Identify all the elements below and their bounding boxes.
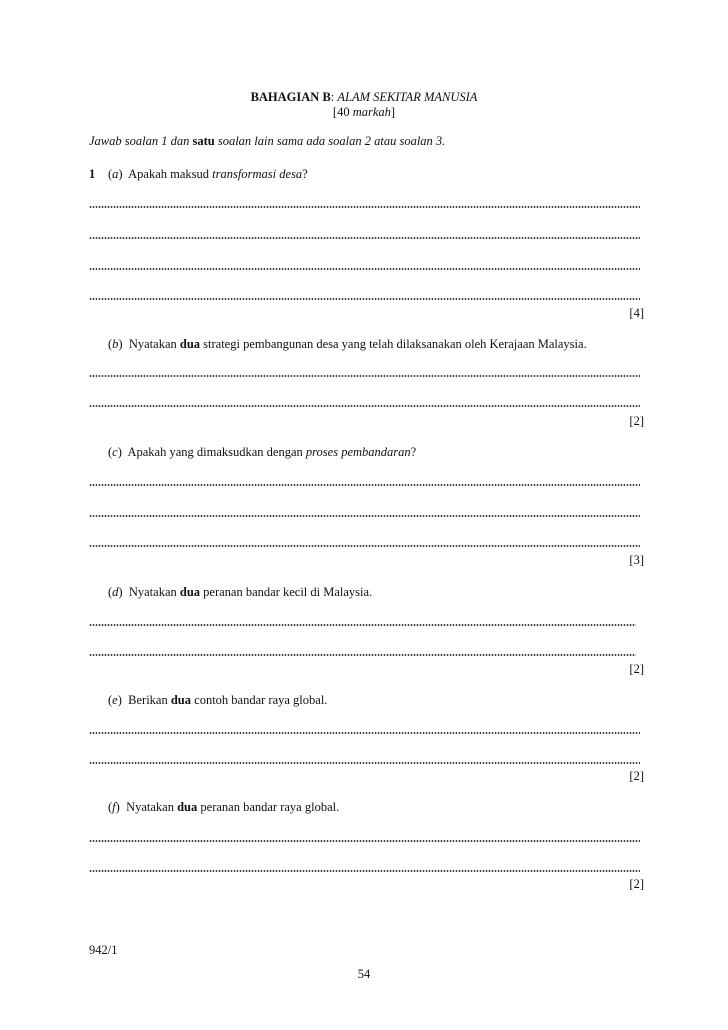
part-label: f	[112, 800, 116, 814]
part-marks: [2]	[629, 662, 644, 676]
question-part-f	[108, 799, 339, 815]
part-text-italic: proses pembandaran	[305, 445, 411, 459]
part-label: c	[112, 445, 118, 459]
answer-line[interactable]	[89, 545, 640, 547]
part-text-bold: dua	[179, 585, 201, 599]
part-label: d	[112, 585, 119, 599]
answer-line[interactable]	[89, 484, 640, 486]
part-text-italic: transformasi desa	[212, 167, 303, 181]
instruction-part2: soalan lain sama ada soalan 2 atau soalan 3.	[214, 134, 446, 148]
instruction-text	[89, 133, 445, 149]
part-label-close: )	[117, 445, 122, 459]
section-title: ALAM SEKITAR MANUSIA	[337, 90, 478, 104]
page-number: 54	[357, 967, 371, 981]
part-label-close: )	[118, 337, 123, 351]
part-label-open: (	[108, 167, 113, 181]
part-text-pre: Nyatakan	[128, 337, 180, 351]
part-label-close: )	[118, 167, 123, 181]
question-part-c	[108, 444, 416, 460]
question-part-d	[108, 584, 372, 600]
part-label-open: (	[108, 445, 113, 459]
part-text-pre: Nyatakan	[126, 800, 178, 814]
section-separator: :	[330, 90, 338, 104]
part-text-pre: Apakah maksud	[128, 167, 213, 181]
question-part-e	[108, 692, 327, 708]
answer-line[interactable]	[89, 405, 640, 407]
answer-line[interactable]	[89, 375, 640, 377]
part-text-post: ?	[302, 167, 308, 181]
part-label-open: (	[108, 337, 113, 351]
part-label: b	[112, 337, 119, 351]
part-label-open: (	[108, 800, 113, 814]
part-marks: [3]	[629, 553, 644, 567]
part-text-post: peranan bandar kecil di Malaysia.	[200, 585, 373, 599]
part-text-post: strategi pembangunan desa yang telah dilaksanakan oleh Kerajaan Malaysia.	[200, 337, 587, 351]
part-text-post: ?	[410, 445, 417, 459]
answer-line[interactable]	[89, 624, 636, 626]
paper-code: 942/1	[89, 943, 118, 957]
part-label-close: )	[118, 585, 123, 599]
instruction-part1: Jawab soalan 1 dan	[89, 134, 193, 148]
marks-open: [40	[332, 105, 353, 119]
question-number	[89, 166, 95, 182]
part-label-close: )	[115, 800, 120, 814]
question-part-a	[108, 166, 308, 182]
question-number-value: 1	[89, 167, 96, 181]
part-text-post: contoh bandar raya global.	[191, 693, 328, 707]
answer-line[interactable]	[89, 268, 640, 270]
part-text-post: peranan bandar raya global.	[197, 800, 340, 814]
part-text-pre: Apakah yang dimaksudkan dengan	[127, 445, 306, 459]
part-label-open: (	[108, 693, 113, 707]
part-text-bold: dua	[177, 800, 198, 814]
part-label-close: )	[117, 693, 122, 707]
answer-line[interactable]	[89, 654, 636, 656]
part-text-bold: dua	[170, 693, 192, 707]
question-part-b	[108, 336, 587, 352]
part-label: a	[112, 167, 119, 181]
part-marks: [4]	[629, 306, 644, 320]
answer-line[interactable]	[89, 762, 640, 764]
answer-line[interactable]	[89, 298, 640, 300]
answer-line[interactable]	[89, 206, 640, 208]
part-label-open: (	[108, 585, 113, 599]
marks-word: markah	[352, 105, 391, 119]
answer-line[interactable]	[89, 237, 640, 239]
marks-close: ]	[390, 105, 396, 119]
part-label: e	[112, 693, 118, 707]
answer-line[interactable]	[89, 732, 640, 734]
part-text-pre: Nyatakan	[128, 585, 180, 599]
answer-line[interactable]	[89, 840, 640, 842]
part-marks: [2]	[629, 877, 644, 891]
answer-line[interactable]	[89, 515, 640, 517]
answer-line[interactable]	[89, 870, 640, 872]
part-text-pre: Berikan	[128, 693, 171, 707]
instruction-bold: satu	[192, 134, 215, 148]
part-marks: [2]	[629, 769, 644, 783]
section-label: BAHAGIAN B	[250, 90, 331, 104]
section-heading	[0, 89, 728, 105]
part-marks: [2]	[629, 414, 644, 428]
part-text-bold: dua	[179, 337, 201, 351]
total-marks	[0, 104, 728, 120]
